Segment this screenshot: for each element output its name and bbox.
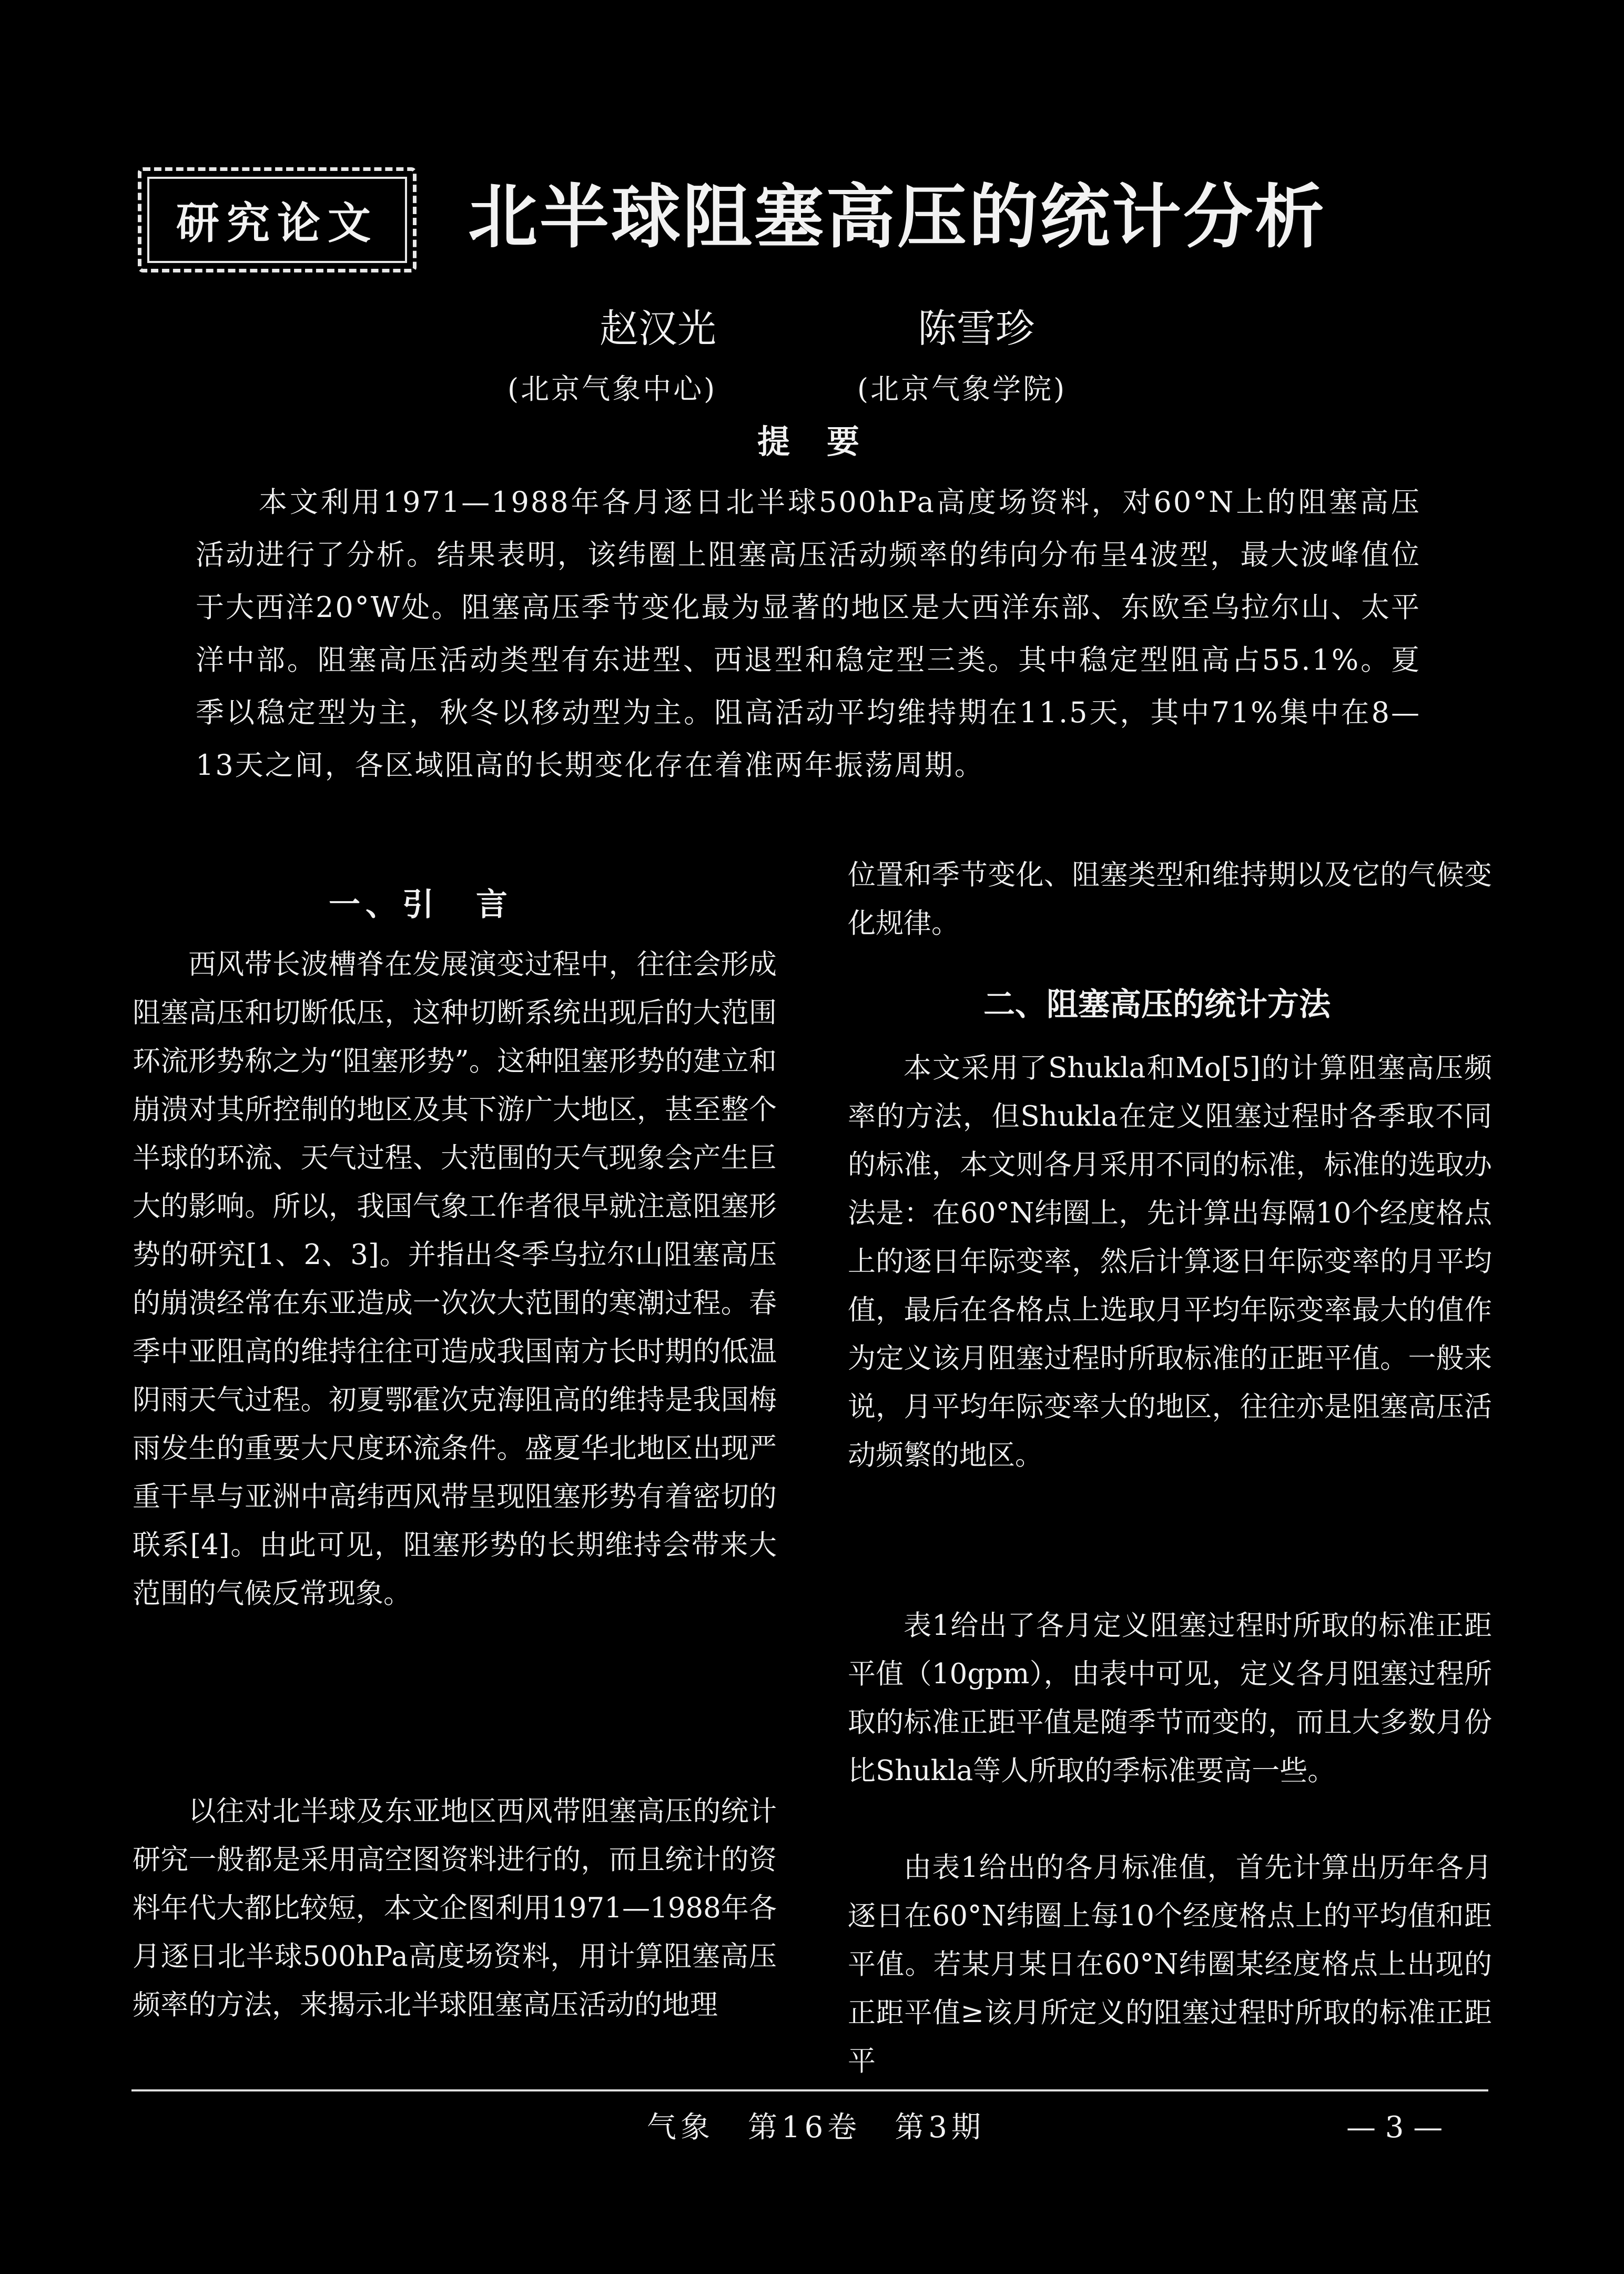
- section-1-heading: 一、引 言: [329, 886, 513, 923]
- column-stamp: [138, 167, 417, 272]
- abstract-text: 本文利用1971—1988年各月逐日北半球500hPa高度场资料，对60°N上的阻塞高压活动进行了分析。结果表明，该纬圈上阻塞高压活动频率的纬向分布呈4波型，最大波峰值位于大西洋20°W处。阻塞高压季节变化最为显著的地区是大西洋东部、东欧至乌拉尔山、太平洋中部。阻塞高压活动类型有东进型、西退型和稳定型三类。其中稳定型阻高占55.1%。夏季以稳定型为主，秋冬以移动型为主。阻高活动平均维持期在11.5天，其中71%集中在8—13天之间，各区域阻高的长期变化存在着准两年振荡周期。: [196, 486, 1421, 782]
- section-2-paragraph-2: 表1给出了各月定义阻塞过程时所取的标准正距平值（10gpm），由表中可见，定义各月阻塞过程所取的标准正距平值是随季节而变的，而且大多数月份比Shukla等人所取的季标准要高一些。: [848, 1610, 1492, 1787]
- footer-page-number: — 3 —: [1346, 2110, 1443, 2145]
- footer-divider: [131, 2089, 1488, 2091]
- section-2-paragraph-1: 本文采用了Shukla和Mo[5]的计算阻塞高压频率的方法，但Shukla在定义阻塞过程时各季取不同的标准，本文则各月采用不同的标准，标准的选取办法是：在60°N纬圈上，先计算出每隔10个经度格点上的逐日年际变率，然后计算逐日年际变率的月平均值，最后在各格点上选取月平均年际变率最大的值作为定义该月阻塞过程时所取标准的正距平值。一般来说，月平均年际变率大的地区，往往亦是阻塞高压活动频繁的地区。: [848, 1052, 1492, 1471]
- abstract-heading: 提要: [757, 422, 897, 461]
- section-2-paragraph-3: 由表1给出的各月标准值，首先计算出历年各月逐日在60°N纬圈上每10个经度格点上的平均值和距平值。若某月某日在60°N纬圈某经度格点上出现的正距平值≥该月所定义的阻塞过程时所取的标准正距平: [848, 1852, 1492, 2077]
- section-1-paragraph-1: 西风带长波槽脊在发展演变过程中，往往会形成阻塞高压和切断低压，这种切断系统出现后的大范围环流形势称之为“阻塞形势”。这种阻塞形势的建立和崩溃对其所控制的地区及其下游广大地区，甚至整个半球的环流、天气过程、大范围的天气现象会产生巨大的影响。所以，我国气象工作者很早就注意阻塞形势的研究[1、2、3]。并指出冬季乌拉尔山阻塞高压的崩溃经常在东亚造成一次次大范围的寒潮过程。春季中亚阻高的维持往往可造成我国南方长时期的低温阴雨天气过程。初夏鄂霍次克海阻高的维持是我国梅雨发生的重要大尺度环流条件。盛夏华北地区出现严重干旱与亚洲中高纬西风带呈现阻塞形势有着密切的联系[4]。由此可见，阻塞形势的长期维持会带来大范围的气候反常现象。: [133, 948, 777, 1610]
- right-column-continuation: 位置和季节变化、阻塞类型和维持期以及它的气候变化规律。: [848, 859, 1492, 939]
- author-2-name: 陈雪珍: [918, 306, 1034, 351]
- footer-journal-info: 气象 第16卷 第3期: [647, 2110, 985, 2145]
- author-2-affiliation: (北京气象学院): [857, 372, 1067, 406]
- stamp-label: 研究论文: [176, 198, 378, 249]
- author-1-name: 赵汉光: [600, 306, 716, 351]
- section-2-heading: 二、阻塞高压的统计方法: [983, 986, 1331, 1023]
- page-title: 北半球阻塞高压的统计分析: [468, 177, 1326, 258]
- author-1-affiliation: (北京气象中心): [508, 372, 717, 406]
- section-1-paragraph-2: 以往对北半球及东亚地区西风带阻塞高压的统计研究一般都是采用高空图资料进行的，而且统计的资料年代大都比较短，本文企图利用1971—1988年各月逐日北半球500hPa高度场资料，用计算阻塞高压频率的方法，来揭示北半球阻塞高压活动的地理: [133, 1795, 777, 2021]
